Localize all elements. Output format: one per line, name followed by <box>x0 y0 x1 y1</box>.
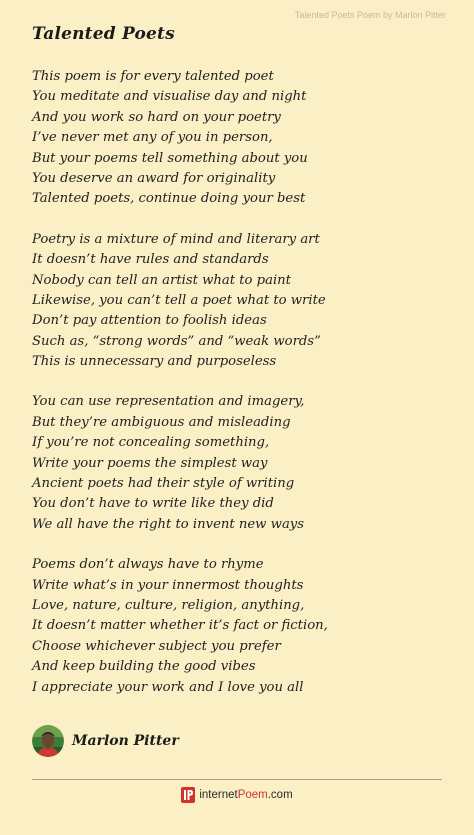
stanza-4 <box>32 555 452 698</box>
author-row[interactable] <box>32 724 179 758</box>
poem-line: Write your poems the simplest way <box>32 455 268 471</box>
author-avatar[interactable] <box>32 725 64 757</box>
header-caption: Talented Poets Poem by Marlon Pitter <box>294 10 446 20</box>
poem-line: Don’t pay attention to foolish ideas <box>32 313 267 329</box>
stanza-2 <box>32 230 452 373</box>
poem-line: We all have the right to invent new ways <box>32 516 305 532</box>
stanza-3 <box>32 392 452 535</box>
poem-line: Choose whichever subject you prefer <box>32 638 281 654</box>
poem-line: Talented poets, continue doing your best <box>32 191 306 207</box>
footer-brand[interactable] <box>0 787 474 803</box>
poem-line: Likewise, you can’t tell a poet what to write <box>32 292 326 308</box>
poem-line: Poetry is a mixture of mind and literary art <box>32 231 320 247</box>
poem-line: Such as, “strong words” and “weak words” <box>32 333 321 349</box>
poem-title: Talented Poets <box>32 24 175 44</box>
poem-line: You don’t have to write like they did <box>32 496 274 512</box>
poem-line: It doesn’t have rules and standards <box>32 252 269 268</box>
poem-line: But they’re ambiguous and misleading <box>32 414 291 430</box>
poem-line: You meditate and visualise day and night <box>32 89 307 105</box>
poem-line: Love, nature, culture, religion, anything, <box>32 597 305 613</box>
poem-line: This is unnecessary and purposeless <box>32 354 277 370</box>
poem-line: You can use representation and imagery, <box>32 394 305 410</box>
poem-line: Nobody can tell an artist what to paint <box>32 272 291 288</box>
stanza-1 <box>32 67 452 210</box>
poem-line: I appreciate your work and I love you all <box>32 679 304 695</box>
brand-prefix: internet <box>199 789 238 801</box>
poem-line: Poems don’t always have to rhyme <box>32 557 264 573</box>
poem-line: I’ve never met any of you in person, <box>32 130 273 146</box>
poem-line: And you work so hard on your poetry <box>32 109 281 125</box>
brand-accent: Poem <box>237 789 268 801</box>
footer-divider <box>32 779 442 780</box>
brand-suffix: .com <box>267 789 293 801</box>
poem-line: But your poems tell something about you <box>32 150 308 166</box>
poem-line: If you’re not concealing something, <box>32 435 270 451</box>
poem-line: And keep building the good vibes <box>32 659 256 675</box>
poem-line: This poem is for every talented poet <box>32 69 274 84</box>
poem-line: It doesn’t matter whether it’s fact or fiction, <box>32 618 328 634</box>
internetpoem-logo-icon[interactable] <box>181 787 195 803</box>
brand-link[interactable] <box>199 789 292 801</box>
poem-line: Ancient poets had their style of writing <box>32 476 295 492</box>
poem-line: You deserve an award for originality <box>32 170 276 186</box>
author-name[interactable]: Marlon Pitter <box>72 733 179 749</box>
poem-line: Write what’s in your innermost thoughts <box>32 577 304 593</box>
poem-body <box>32 67 452 718</box>
